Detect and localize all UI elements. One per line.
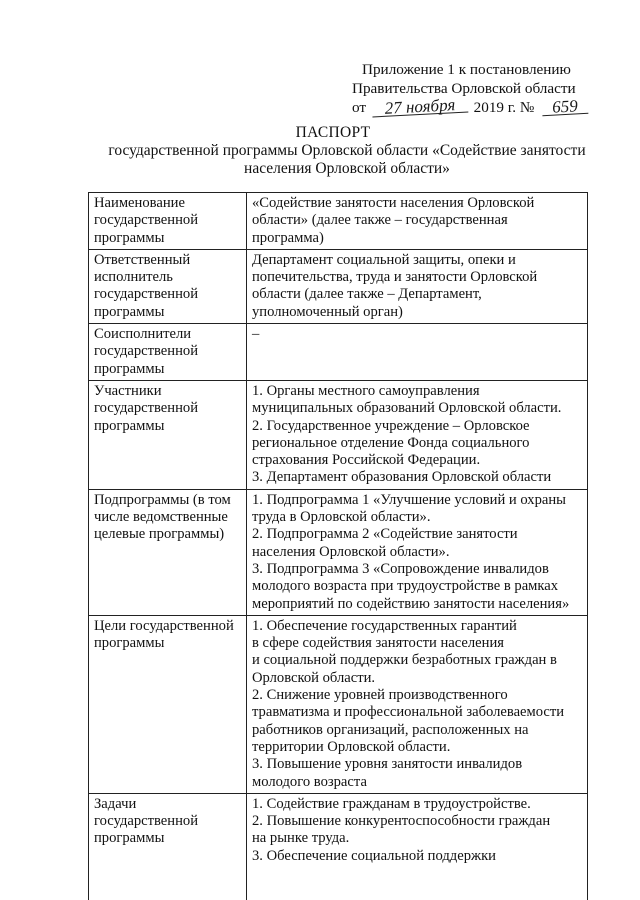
row-value-cell (247, 615, 588, 793)
appendix-line-2: Правительства Орловской области (352, 80, 576, 97)
row-label-line: государственной (94, 400, 199, 417)
row-value-line: Орловской области. (252, 669, 376, 686)
row-value-line: 2. Повышение конкурентоспособности граждан (252, 813, 551, 830)
row-value-cell (247, 193, 588, 250)
row-value-line: программа) (252, 229, 324, 246)
document-title (0, 124, 640, 178)
row-value-cell (247, 324, 588, 381)
row-value-line: в сфере содействия занятости населения (252, 635, 504, 652)
row-label-cell (89, 380, 247, 489)
row-label-line: Задачи (94, 795, 137, 812)
row-value-line: молодого возраста при трудоустройстве в рамках (252, 578, 559, 595)
row-value-line: страхования Российской Федерации. (252, 452, 481, 469)
row-label-line: государственной (94, 286, 199, 303)
row-label-line: Наименование (94, 195, 185, 211)
row-value-line: молодого возраста (252, 773, 367, 790)
row-label-line: исполнитель (94, 269, 173, 286)
row-value-line: 3. Повышение уровня занятости инвалидов (252, 756, 523, 773)
row-label-line: целевые программы) (94, 526, 225, 543)
row-value-line: и социальной поддержки безработных граждан в (252, 652, 557, 669)
row-value-line: 3. Обеспечение социальной поддержки (252, 847, 496, 864)
row-value-line: 1. Содействие гражданам в трудоустройстве. (252, 795, 531, 812)
table-row (89, 380, 588, 489)
row-value-line: 1. Обеспечение государственных гарантий (252, 617, 517, 634)
table-row (89, 324, 588, 381)
date-prefix: от (352, 99, 367, 116)
row-label-line: программы (94, 303, 165, 320)
table-row (89, 249, 588, 323)
row-label-line: программы (94, 229, 165, 246)
row-label-line: Цели государственной (94, 617, 234, 634)
row-value-line: 2. Подпрограмма 2 «Содействие занятости (252, 526, 518, 543)
row-label-line: программы (94, 417, 165, 434)
row-value-line: попечительства, труда и занятости Орловской (252, 269, 538, 286)
table-row (89, 615, 588, 793)
row-value-line: работников организаций, расположенных на (252, 721, 529, 738)
row-value-line: мероприятий по содействию занятости населения» (252, 595, 570, 612)
row-value-cell (247, 793, 588, 900)
table-row (89, 193, 588, 250)
row-value-line: региональное отделение Фонда социального (252, 434, 530, 451)
row-value-line: – (252, 326, 260, 343)
row-label-line: Соисполнители (94, 326, 192, 343)
title-subtitle-line-2: населения Орловской области» (244, 160, 450, 177)
row-value-line: 3. Подпрограмма 3 «Сопровождение инвалидов (252, 560, 549, 577)
year-text: 2019 г. № (473, 99, 535, 116)
row-label-line: программы (94, 830, 165, 847)
row-label-line: программы (94, 635, 165, 652)
row-value-line: 2. Государственное учреждение – Орловское (252, 417, 530, 434)
row-label-line: государственной (94, 343, 199, 360)
row-value-line: на рынке труда. (252, 830, 350, 847)
table-row (89, 489, 588, 615)
passport-table (88, 192, 588, 900)
row-value-line: 3. Департамент образования Орловской области (252, 469, 552, 486)
row-label-line: программы (94, 360, 165, 377)
row-value-line: 2. Снижение уровней производственного (252, 687, 508, 704)
row-value-line: 1. Подпрограмма 1 «Улучшение условий и охраны (252, 491, 566, 508)
row-value-line: 1. Органы местного самоуправления (252, 382, 480, 399)
row-value-line: травматизма и профессиональной заболеваемости (252, 704, 565, 721)
row-value-line: области» (далее также – государственная (252, 212, 508, 229)
row-value-cell (247, 380, 588, 489)
row-label-line: числе ведомственные (94, 509, 228, 526)
row-label-line: Участники (94, 382, 162, 399)
handwritten-number: 659 (542, 98, 589, 116)
row-value-line: «Содействие занятости населения Орловской (252, 195, 535, 211)
row-value-line: труда в Орловской области». (252, 509, 431, 526)
row-label-line: государственной (94, 813, 199, 830)
row-label-cell (89, 249, 247, 323)
title-subtitle-line-1: государственной программы Орловской области «Содействие занятости (108, 142, 586, 159)
row-value-line: муниципальных образований Орловской области. (252, 400, 562, 417)
row-value-cell (247, 489, 588, 615)
row-value-line: Департамент социальной защиты, опеки и (252, 251, 516, 268)
handwritten-date: 27 ноября (371, 96, 468, 117)
row-label-line: Подпрограммы (в том (94, 491, 231, 508)
appendix-date-line (352, 95, 592, 118)
row-label-cell (89, 793, 247, 900)
row-value-line: территории Орловской области. (252, 738, 451, 755)
appendix-line-1: Приложение 1 к постановлению (362, 61, 571, 78)
row-value-line: населения Орловской области». (252, 543, 450, 560)
table-row (89, 793, 588, 900)
title-heading: ПАСПОРТ (295, 124, 371, 141)
appendix-block (352, 60, 592, 117)
passport-table-body (89, 193, 588, 900)
row-label-cell (89, 615, 247, 793)
row-value-line: уполномоченный орган) (252, 303, 403, 320)
row-label-line: Ответственный (94, 251, 191, 268)
row-value-line: области (далее также – Департамент, (252, 286, 482, 303)
row-label-line: государственной (94, 212, 199, 229)
row-label-cell (89, 193, 247, 250)
row-label-cell (89, 489, 247, 615)
row-value-cell (247, 249, 588, 323)
row-label-cell (89, 324, 247, 381)
